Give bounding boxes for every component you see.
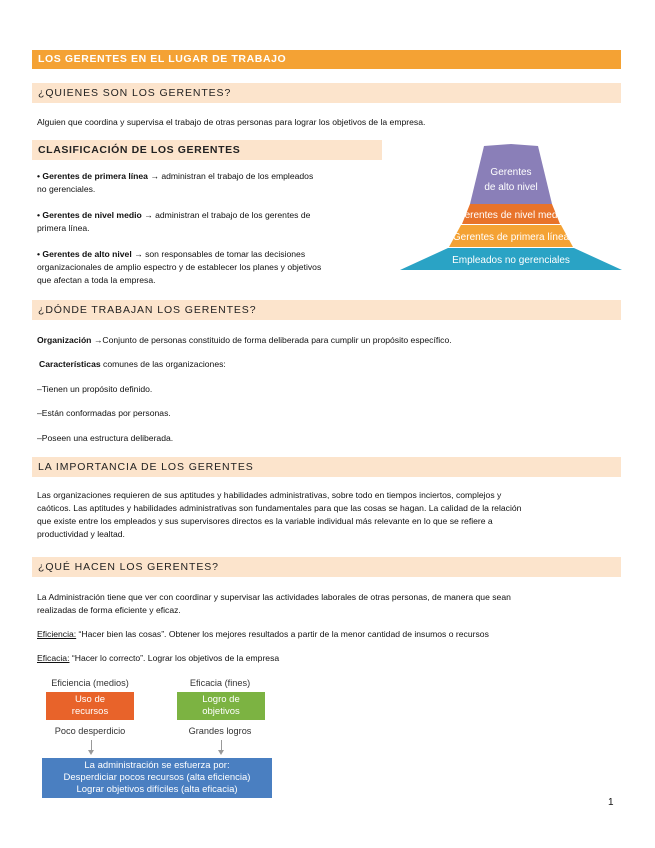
caracteristica-item: –Poseen una estructura deliberada. xyxy=(37,433,174,443)
document-title: LOS GERENTES EN EL LUGAR DE TRABAJO xyxy=(32,50,621,69)
box-line: Lograr objetivos difíciles (alta eficacia) xyxy=(76,784,238,795)
eficacia-def: “Hacer lo correcto”. Lograr los objetivos de la empresa xyxy=(69,653,280,663)
item-desc: → administran el trabajo de los empleados xyxy=(147,171,314,181)
organizacion-term: Organización xyxy=(37,335,92,345)
pyramid-label-medio: Gerentes de nivel medio xyxy=(456,210,566,221)
uso-recursos-box xyxy=(46,692,134,720)
box-line: Logro de xyxy=(202,694,240,705)
administracion-paragraph xyxy=(37,591,627,617)
eficiencia-def: “Hacer bien las cosas”. Obtener los mejores resultados a partir de la menor cantidad de insumos o recursos xyxy=(76,629,489,639)
caracteristicas-term: Características xyxy=(39,359,101,369)
logro-objetivos-box xyxy=(177,692,265,720)
caracteristicas-intro xyxy=(39,358,226,371)
item-desc: → son responsables de tomar las decisiones xyxy=(131,249,306,259)
section-heading-que-hacen: ¿QUÉ HACEN LOS GERENTES? xyxy=(32,557,621,577)
item-desc-cont: primera línea. xyxy=(37,223,90,233)
item-desc-cont: no gerenciales. xyxy=(37,184,96,194)
gerentes-pyramid xyxy=(398,142,624,274)
importancia-paragraph xyxy=(37,489,627,541)
page-number: 1 xyxy=(608,797,614,808)
eficiencia-definition xyxy=(37,628,489,641)
paragraph-line: que existe entre los empleados y sus supervisores directos es la variable individual más relevante en lo que se refiere a xyxy=(37,516,493,526)
quienes-text: Alguien que coordina y supervisa el trabajo de otras personas para lograr los objetivos de la empresa. xyxy=(37,117,426,127)
clasificacion-item-alto xyxy=(37,248,382,287)
box-line: Desperdiciar pocos recursos (alta eficiencia) xyxy=(63,772,251,783)
arrow-down-icon xyxy=(221,740,222,751)
diagram-left-title: Eficiencia (medios) xyxy=(51,678,129,688)
organizacion-definition xyxy=(37,334,452,347)
paragraph-line: La Administración tiene que ver con coordinar y supervisar las actividades laborales de otras personas, de manera que sean xyxy=(37,592,511,602)
caracteristica-item: –Están conformadas por personas. xyxy=(37,408,171,418)
box-line: objetivos xyxy=(202,706,240,717)
clasificacion-item-medio xyxy=(37,209,382,235)
paragraph-line: productividad y lealtad. xyxy=(37,529,125,539)
eficacia-term: Eficacia: xyxy=(37,653,70,663)
pyramid-label-primera: Gerentes de primera línea xyxy=(452,232,570,243)
eficacia-definition xyxy=(37,652,279,665)
clasificacion-item-primera xyxy=(37,170,382,196)
section-heading-importancia: LA IMPORTANCIA DE LOS GERENTES xyxy=(32,457,621,477)
organizacion-def: →Conjunto de personas constituido de forma deliberada para cumplir un propósito específico. xyxy=(91,335,452,345)
paragraph-line: realizadas de forma eficiente y eficaz. xyxy=(37,605,181,615)
item-desc-cont: organizacionales de amplio espectro y de establecer los planes y objetivos xyxy=(37,262,322,272)
item-desc-cont: que afectan a toda la empresa. xyxy=(37,275,156,285)
box-line: recursos xyxy=(71,706,109,717)
box-line: La administración se esfuerza por: xyxy=(84,760,230,771)
section-heading-donde: ¿DÓNDE TRABAJAN LOS GERENTES? xyxy=(32,300,621,320)
pyramid-label-base: Empleados no gerenciales xyxy=(452,255,570,266)
section-heading-clasificacion: CLASIFICACIÓN DE LOS GERENTES xyxy=(32,140,382,160)
caracteristicas-def: comunes de las organizaciones: xyxy=(100,359,226,369)
arrow-down-icon xyxy=(91,740,92,751)
diagram-left-result: Poco desperdicio xyxy=(54,726,126,736)
diagram-right-title: Eficacia (fines) xyxy=(189,678,251,688)
item-term: • Gerentes de nivel medio xyxy=(37,210,142,220)
item-desc: → administran el trabajo de los gerentes de xyxy=(141,210,311,220)
diagram-right-result: Grandes logros xyxy=(188,726,252,736)
section-heading-quienes: ¿QUIENES SON LOS GERENTES? xyxy=(32,83,621,103)
box-line: Uso de xyxy=(74,694,106,705)
eficiencia-eficacia-diagram xyxy=(36,676,276,806)
pyramid-label-top-1: Gerentes xyxy=(490,167,532,178)
administracion-esfuerzo-box xyxy=(42,758,272,798)
paragraph-line: Las organizaciones requieren de sus aptitudes y habilidades administrativas, sobre todo en tiempos inciertos, complejos y xyxy=(37,490,502,500)
pyramid-label-top-2: de alto nivel xyxy=(484,182,538,193)
item-term: • Gerentes de alto nivel xyxy=(37,249,132,259)
paragraph-line: caóticos. Las aptitudes y habilidades administrativas son fundamentales para que las cosas se hagan. La calidad de la relación xyxy=(37,503,522,513)
item-term: • Gerentes de primera línea xyxy=(37,171,148,181)
caracteristica-item: –Tienen un propósito definido. xyxy=(37,384,153,394)
eficiencia-term: Eficiencia: xyxy=(37,629,77,639)
